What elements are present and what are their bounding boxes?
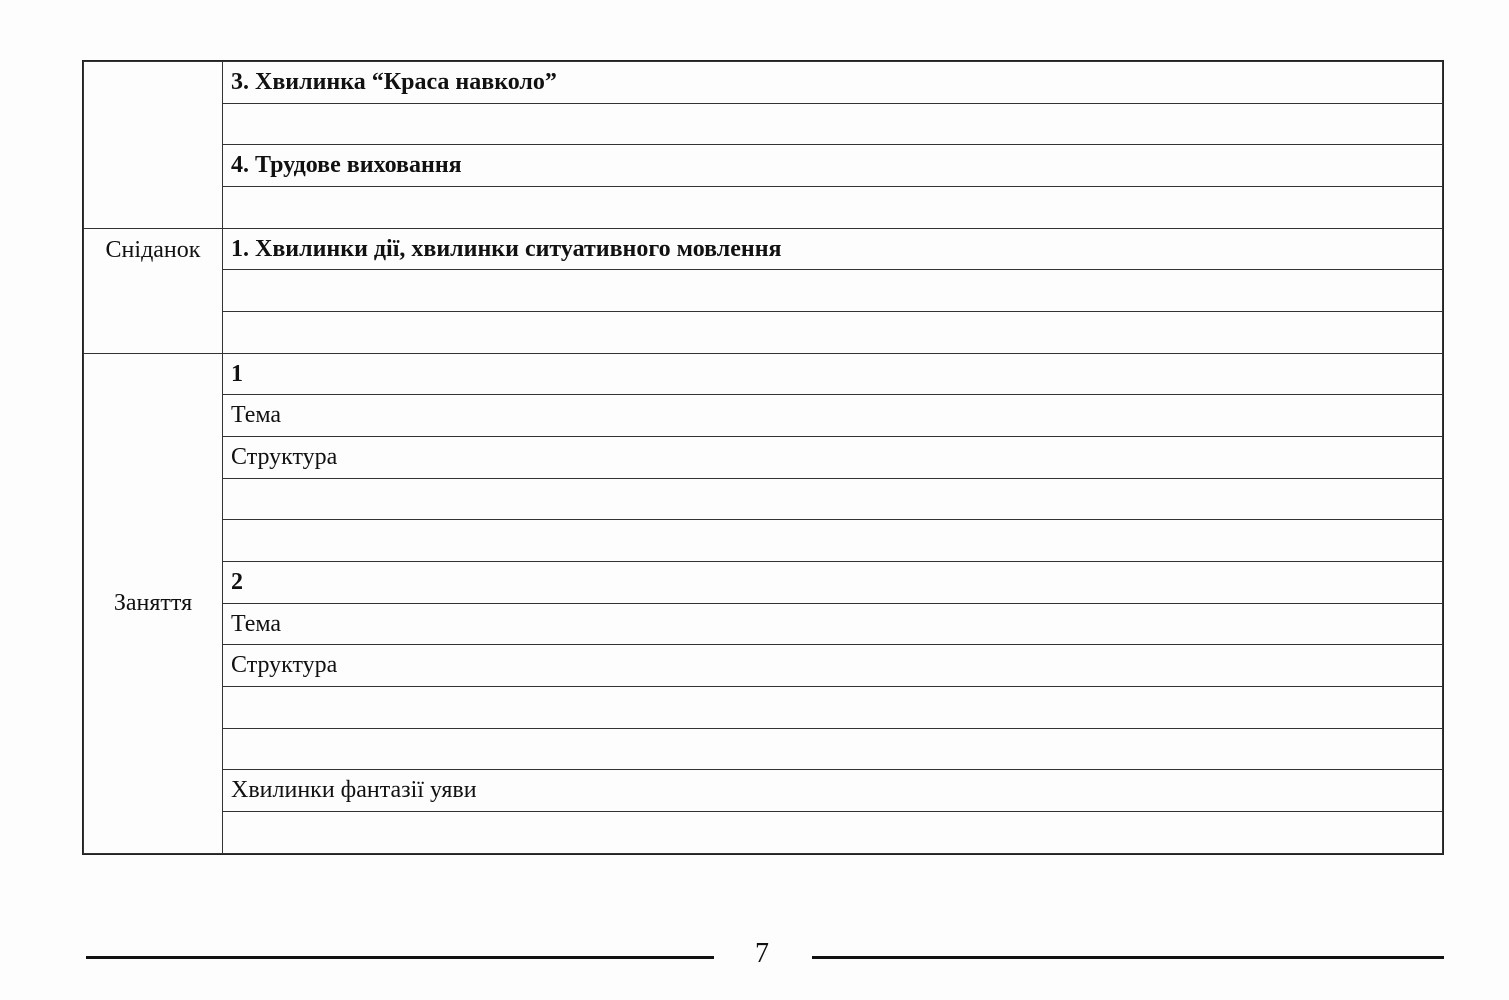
table-row bbox=[84, 353, 1443, 395]
breakfast-item-1-heading: 1. Хвилинки дії, хвилинки ситуативного мовлення bbox=[223, 228, 1443, 270]
writing-line[interactable] bbox=[223, 478, 1443, 520]
plan-table-grid bbox=[83, 61, 1443, 854]
lesson-1-structure[interactable]: Структура bbox=[223, 437, 1443, 479]
table-row bbox=[84, 520, 1443, 562]
table-row bbox=[84, 812, 1443, 854]
writing-line[interactable] bbox=[223, 520, 1443, 562]
block1-left-cell bbox=[84, 62, 223, 229]
table-row bbox=[84, 62, 1443, 104]
writing-line[interactable] bbox=[223, 687, 1443, 729]
writing-line[interactable] bbox=[223, 312, 1443, 354]
breakfast-label: Сніданок bbox=[84, 228, 223, 353]
writing-line[interactable] bbox=[223, 812, 1443, 854]
table-row bbox=[84, 395, 1443, 437]
table-row bbox=[84, 478, 1443, 520]
page-number: 7 bbox=[755, 938, 769, 969]
plan-table bbox=[82, 60, 1444, 855]
fantasy-minutes-label[interactable]: Хвилинки фантазії уяви bbox=[223, 770, 1443, 812]
table-row bbox=[84, 770, 1443, 812]
table-row bbox=[84, 437, 1443, 479]
footer-rule-right bbox=[812, 956, 1444, 959]
table-row bbox=[84, 145, 1443, 187]
lesson-1-number: 1 bbox=[223, 353, 1443, 395]
table-row bbox=[84, 103, 1443, 145]
lesson-2-number: 2 bbox=[223, 562, 1443, 604]
item-3-heading: 3. Хвилинка “Краса навколо” bbox=[223, 62, 1443, 104]
lesson-2-structure[interactable]: Структура bbox=[223, 645, 1443, 687]
table-row bbox=[84, 645, 1443, 687]
writing-line[interactable] bbox=[223, 187, 1443, 229]
lesson-1-topic[interactable]: Тема bbox=[223, 395, 1443, 437]
writing-line[interactable] bbox=[223, 728, 1443, 770]
lessons-label: Заняття bbox=[84, 353, 223, 853]
item-4-heading: 4. Трудове виховання bbox=[223, 145, 1443, 187]
table-row bbox=[84, 687, 1443, 729]
table-row bbox=[84, 187, 1443, 229]
writing-line[interactable] bbox=[223, 103, 1443, 145]
table-row bbox=[84, 312, 1443, 354]
table-row bbox=[84, 728, 1443, 770]
table-row bbox=[84, 562, 1443, 604]
table-row bbox=[84, 603, 1443, 645]
lesson-2-topic[interactable]: Тема bbox=[223, 603, 1443, 645]
table-row bbox=[84, 228, 1443, 270]
writing-line[interactable] bbox=[223, 270, 1443, 312]
footer-rule-left bbox=[86, 956, 714, 959]
table-row bbox=[84, 270, 1443, 312]
